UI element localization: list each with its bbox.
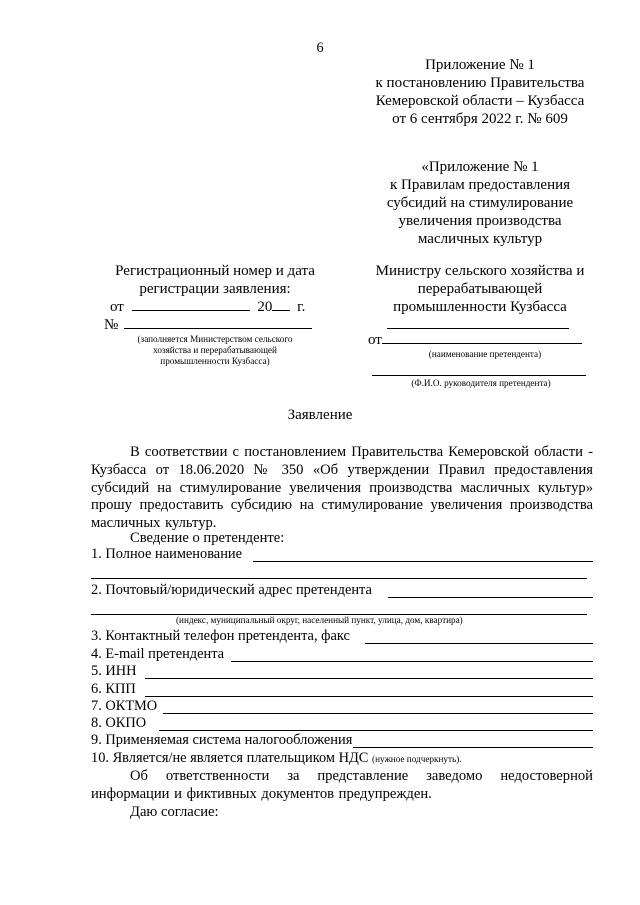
addressee-line: промышленности Кузбасса xyxy=(393,299,567,315)
registration-note-line: промышленности Кузбасса) xyxy=(160,356,270,366)
kpp-input[interactable] xyxy=(145,696,593,697)
vat-note: (нужное подчеркнуть). xyxy=(372,754,462,764)
field-okpo-label: 8. ОКПО xyxy=(91,715,147,731)
annex-line: Приложение № 1 xyxy=(425,57,535,73)
annex-line: к постановлению Правительства xyxy=(375,75,585,91)
annex-line: Кемеровской области – Кузбасса xyxy=(375,93,585,109)
field-phone-label: 3. Контактный телефон претендента, факс xyxy=(91,628,350,644)
document-title: Заявление xyxy=(287,407,353,423)
field-okpo-row xyxy=(91,715,593,733)
addressee-block xyxy=(360,262,600,316)
field-tax-system-label: 9. Применяемая система налогообложения xyxy=(91,732,353,748)
inn-input[interactable] xyxy=(145,678,593,679)
vat-line xyxy=(91,750,462,767)
annex-line: от 6 сентября 2022 г. № 609 xyxy=(392,111,568,127)
field-email-label: 4. E-mail претендента xyxy=(91,646,225,662)
address-input[interactable] xyxy=(388,597,593,598)
field-address-row xyxy=(91,582,593,600)
addressee-from-row xyxy=(368,331,598,349)
field-full-name-row xyxy=(91,546,593,564)
rules-annex-block xyxy=(345,158,615,248)
registration-date-row xyxy=(110,298,330,316)
addressee-line: перерабатывающей xyxy=(417,281,543,297)
tax-system-input[interactable] xyxy=(353,747,593,748)
consent-label: Даю согласие: xyxy=(130,804,219,820)
field-kpp-label: 6. КПП xyxy=(91,681,136,697)
addressee-from-label: от xyxy=(368,332,382,348)
responsibility-paragraph: Об ответственности за представление заведомо недостоверной информации и фиктивных документов предупрежден. xyxy=(91,768,593,802)
year-suffix: г. xyxy=(297,299,306,315)
body-paragraph: В соответствии с постановлением Правительства Кемеровской области - Кузбасса от 18.06.2020 № 350 «Об утверждении Правил предоставления субсидий на стимулирование увеличения производства масличных культур» прошу предоставить субсидию на стимулирование увеличения производства масличных культур. xyxy=(91,444,593,532)
field-oktmo-label: 7. ОКТМО xyxy=(91,698,158,714)
phone-input[interactable] xyxy=(365,643,593,644)
field-full-name-label: 1. Полное наименование xyxy=(91,546,242,562)
field-email-row xyxy=(91,646,593,664)
registration-number-field[interactable] xyxy=(124,328,312,329)
registration-title xyxy=(95,262,335,298)
rules-annex-line: масличных культур xyxy=(417,231,543,247)
field-address-label: 2. Почтовый/юридический адрес претендента xyxy=(91,582,372,598)
field-inn-row xyxy=(91,663,593,681)
address-note: (индекс, муниципальный округ, населенный пункт, улица, дом, квартира) xyxy=(176,615,463,625)
field-inn-label: 5. ИНН xyxy=(91,663,137,679)
registration-title-line: регистрации заявления: xyxy=(139,281,291,297)
registration-note-line: хозяйства и перерабатывающей xyxy=(153,345,277,355)
page-number: 6 xyxy=(316,40,324,56)
applicant-name-note: (наименование претендента) xyxy=(428,349,542,359)
oktmo-input[interactable] xyxy=(163,713,593,714)
full-name-input[interactable] xyxy=(253,561,593,562)
okpo-input[interactable] xyxy=(159,730,593,731)
email-input[interactable] xyxy=(231,661,593,662)
registration-date-field[interactable] xyxy=(132,310,250,311)
annex-block xyxy=(350,56,610,128)
rules-annex-line: субсидий на стимулирование xyxy=(386,195,574,211)
registration-title-line: Регистрационный номер и дата xyxy=(115,263,315,279)
vat-text: 10. Является/не является плательщиком НДС xyxy=(91,750,369,766)
rules-annex-line: «Приложение № 1 xyxy=(421,159,539,175)
head-name-note: (Ф.И.О. руководителя претендента) xyxy=(411,378,551,388)
field-tax-system-row xyxy=(91,732,593,750)
applicant-info-heading: Сведение о претенденте: xyxy=(130,530,285,546)
registration-note xyxy=(105,334,325,367)
addressee-line: Министру сельского хозяйства и xyxy=(375,263,585,279)
registration-note-line: (заполняется Министерством сельского xyxy=(137,334,293,344)
registration-number-row xyxy=(104,316,324,334)
number-label: № xyxy=(104,317,119,333)
field-oktmo-row xyxy=(91,698,593,716)
field-kpp-row xyxy=(91,681,593,699)
applicant-name-field[interactable] xyxy=(382,343,582,344)
addressee-blank-line[interactable] xyxy=(387,328,569,329)
from-label: от xyxy=(110,299,124,315)
year-field[interactable] xyxy=(272,310,290,311)
full-name-continuation-line[interactable] xyxy=(91,578,587,579)
year-prefix: 20 xyxy=(257,299,273,315)
head-name-field[interactable] xyxy=(372,375,586,376)
rules-annex-line: увеличения производства xyxy=(398,213,562,229)
field-phone-row xyxy=(91,628,593,646)
rules-annex-line: к Правилам предоставления xyxy=(389,177,571,193)
